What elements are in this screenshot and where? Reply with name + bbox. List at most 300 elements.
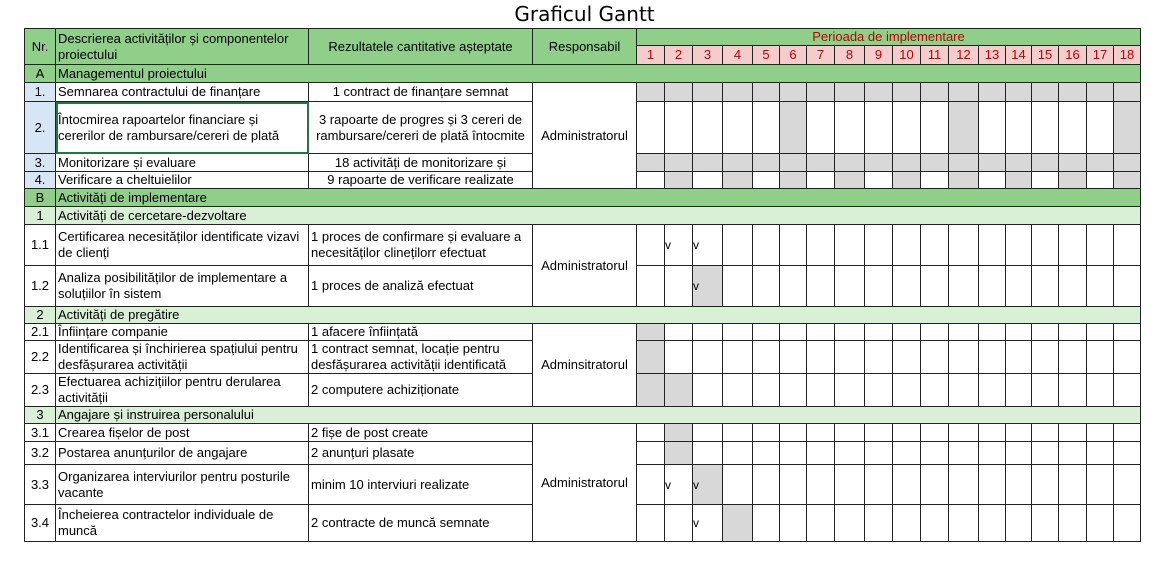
task-description[interactable]: Semnarea contractului de finanțare <box>56 83 309 102</box>
gantt-cell-month-12[interactable] <box>949 465 979 505</box>
task-result[interactable]: 3 rapoarte de progres și 3 cereri de rambursare/cereri de plată întocmite <box>309 102 533 154</box>
gantt-cell-month-18[interactable] <box>1114 266 1141 307</box>
task-description[interactable]: Efectuarea achizițiilor pentru derularea activității <box>56 374 309 407</box>
task-row <box>25 324 1141 341</box>
gantt-cell-month-4[interactable] <box>723 102 753 154</box>
gantt-cell-month-11[interactable] <box>921 465 949 505</box>
task-number: 2.1 <box>25 324 56 341</box>
gantt-cell-month-7[interactable] <box>807 83 835 102</box>
gantt-cell-month-15[interactable] <box>1032 374 1059 407</box>
task-result[interactable]: 1 contract de finanțare semnat <box>309 83 533 102</box>
gantt-cell-month-7[interactable] <box>807 225 835 266</box>
gantt-cell-month-15[interactable] <box>1032 341 1059 374</box>
task-description[interactable]: Organizarea interviurilor pentru posturile vacante <box>56 465 309 505</box>
gantt-cell-month-4[interactable] <box>723 266 753 307</box>
gantt-cell-month-15[interactable] <box>1032 442 1059 465</box>
gantt-cell-month-14[interactable] <box>1006 154 1032 172</box>
gantt-cell-month-18[interactable] <box>1114 154 1141 172</box>
task-number: 3.1 <box>25 424 56 442</box>
gantt-cell-month-6[interactable] <box>780 83 807 102</box>
gantt-cell-month-1[interactable] <box>637 424 665 442</box>
gantt-cell-month-18[interactable] <box>1114 505 1141 542</box>
gantt-cell-month-4[interactable] <box>723 505 753 542</box>
gantt-cell-month-10[interactable] <box>893 83 921 102</box>
section-number: 3 <box>25 407 56 424</box>
task-number: 3. <box>25 154 56 172</box>
gantt-cell-month-3[interactable] <box>693 324 723 341</box>
gantt-cell-month-6[interactable] <box>780 341 807 374</box>
gantt-cell-month-16[interactable] <box>1059 324 1087 341</box>
gantt-cell-month-18[interactable] <box>1114 424 1141 442</box>
gantt-cell-month-15[interactable] <box>1032 102 1059 154</box>
gantt-cell-month-11[interactable] <box>921 225 949 266</box>
gantt-cell-month-5[interactable] <box>753 83 780 102</box>
gantt-cell-month-2[interactable] <box>665 442 693 465</box>
header-results: Rezultatele cantitative așteptate <box>309 29 533 65</box>
gantt-cell-month-10[interactable] <box>893 442 921 465</box>
gantt-cell-month-6[interactable] <box>780 505 807 542</box>
gantt-cell-month-17[interactable] <box>1087 341 1114 374</box>
gantt-cell-month-11[interactable] <box>921 102 949 154</box>
gantt-cell-month-12[interactable] <box>949 83 979 102</box>
gantt-cell-month-16[interactable] <box>1059 374 1087 407</box>
gantt-cell-month-1[interactable] <box>637 465 665 505</box>
month-header: 18 <box>1114 46 1141 65</box>
gantt-cell-month-10[interactable] <box>893 424 921 442</box>
gantt-cell-month-10[interactable] <box>893 154 921 172</box>
gantt-cell-month-1[interactable] <box>637 442 665 465</box>
gantt-cell-month-1[interactable] <box>637 172 665 189</box>
gantt-cell-month-10[interactable] <box>893 266 921 307</box>
gantt-cell-month-9[interactable] <box>865 225 893 266</box>
section-number: 2 <box>25 307 56 324</box>
gantt-cell-month-6[interactable] <box>780 225 807 266</box>
gantt-cell-month-17[interactable] <box>1087 266 1114 307</box>
page-title: Graficul Gantt <box>514 2 655 26</box>
gantt-cell-month-18[interactable] <box>1114 442 1141 465</box>
month-header: 12 <box>949 46 979 65</box>
responsible-cell[interactable]: Administratorul <box>533 225 637 307</box>
gantt-cell-month-3[interactable] <box>693 374 723 407</box>
gantt-cell-month-13[interactable] <box>979 424 1006 442</box>
gantt-cell-month-15[interactable] <box>1032 225 1059 266</box>
gantt-cell-month-1[interactable] <box>637 341 665 374</box>
gantt-cell-month-3[interactable] <box>693 172 723 189</box>
gantt-cell-month-2[interactable]: v <box>665 225 693 266</box>
gantt-cell-month-16[interactable] <box>1059 465 1087 505</box>
month-header: 13 <box>979 46 1006 65</box>
gantt-cell-month-5[interactable] <box>753 102 780 154</box>
task-description[interactable]: Identificarea și închirierea spațiului pentru desfășurarea activității <box>56 341 309 374</box>
header-responsible: Responsabil <box>533 29 637 65</box>
responsible-cell[interactable]: Adminsitratorul <box>533 324 637 407</box>
gantt-cell-month-12[interactable] <box>949 154 979 172</box>
gantt-cell-month-16[interactable] <box>1059 266 1087 307</box>
gantt-cell-month-17[interactable] <box>1087 424 1114 442</box>
gantt-cell-month-17[interactable] <box>1087 324 1114 341</box>
gantt-cell-month-6[interactable] <box>780 324 807 341</box>
gantt-cell-month-8[interactable] <box>835 225 865 266</box>
gantt-cell-month-7[interactable] <box>807 374 835 407</box>
gantt-cell-month-17[interactable] <box>1087 172 1114 189</box>
gantt-cell-month-17[interactable] <box>1087 102 1114 154</box>
section-number: A <box>25 65 56 83</box>
gantt-cell-month-3[interactable]: v <box>693 465 723 505</box>
gantt-cell-month-1[interactable] <box>637 266 665 307</box>
gantt-cell-month-7[interactable] <box>807 465 835 505</box>
month-header: 5 <box>753 46 780 65</box>
gantt-cell-month-5[interactable] <box>753 465 780 505</box>
gantt-cell-month-4[interactable] <box>723 424 753 442</box>
gantt-cell-month-15[interactable] <box>1032 324 1059 341</box>
gantt-cell-month-12[interactable] <box>949 374 979 407</box>
gantt-cell-month-3[interactable]: v <box>693 266 723 307</box>
gantt-cell-month-7[interactable] <box>807 505 835 542</box>
gantt-cell-month-17[interactable] <box>1087 83 1114 102</box>
gantt-cell-month-17[interactable] <box>1087 374 1114 407</box>
gantt-cell-month-14[interactable] <box>1006 102 1032 154</box>
subsection-row <box>25 407 1141 424</box>
task-result[interactable]: 2 anunțuri plasate <box>309 442 533 465</box>
gantt-cell-month-5[interactable] <box>753 154 780 172</box>
task-result[interactable]: 18 activități de monitorizare și <box>309 154 533 172</box>
gantt-cell-month-1[interactable] <box>637 374 665 407</box>
task-description[interactable]: Încheierea contractelor individuale de muncă <box>56 505 309 542</box>
gantt-cell-month-12[interactable] <box>949 324 979 341</box>
gantt-cell-month-8[interactable] <box>835 102 865 154</box>
gantt-cell-month-16[interactable] <box>1059 505 1087 542</box>
task-description[interactable]: Analiza posibilităților de implementare a soluțiilor în sistem <box>56 266 309 307</box>
gantt-cell-month-1[interactable] <box>637 505 665 542</box>
gantt-cell-month-2[interactable]: v <box>665 465 693 505</box>
gantt-cell-month-13[interactable] <box>979 154 1006 172</box>
gantt-cell-month-12[interactable] <box>949 442 979 465</box>
gantt-cell-month-6[interactable] <box>780 442 807 465</box>
gantt-cell-month-15[interactable] <box>1032 154 1059 172</box>
gantt-cell-month-13[interactable] <box>979 505 1006 542</box>
gantt-cell-month-2[interactable] <box>665 102 693 154</box>
task-description[interactable]: Certificarea necesităților identificate vizavi de clienți <box>56 225 309 266</box>
gantt-cell-month-12[interactable] <box>949 172 979 189</box>
gantt-cell-month-11[interactable] <box>921 442 949 465</box>
gantt-cell-month-9[interactable] <box>865 341 893 374</box>
task-description[interactable]: Monitorizare și evaluare <box>56 154 309 172</box>
gantt-cell-month-9[interactable] <box>865 505 893 542</box>
gantt-cell-month-6[interactable] <box>780 374 807 407</box>
task-result[interactable]: 1 proces de confirmare și evaluare a necesităților clinețilorr efectuat <box>309 225 533 266</box>
gantt-cell-month-10[interactable] <box>893 172 921 189</box>
gantt-cell-month-12[interactable] <box>949 102 979 154</box>
gantt-cell-month-18[interactable] <box>1114 374 1141 407</box>
gantt-cell-month-9[interactable] <box>865 324 893 341</box>
gantt-cell-month-14[interactable] <box>1006 442 1032 465</box>
gantt-cell-month-7[interactable] <box>807 154 835 172</box>
task-result[interactable]: 1 afacere înființată <box>309 324 533 341</box>
gantt-cell-month-8[interactable] <box>835 172 865 189</box>
task-description[interactable]: Postarea anunțurilor de angajare <box>56 442 309 465</box>
task-description[interactable]: Întocmirea rapoartelor financiare și cererilor de rambursare/cereri de plată <box>56 102 309 154</box>
gantt-cell-month-16[interactable] <box>1059 225 1087 266</box>
gantt-cell-month-10[interactable] <box>893 505 921 542</box>
gantt-cell-month-9[interactable] <box>865 465 893 505</box>
gantt-cell-month-8[interactable] <box>835 341 865 374</box>
gantt-cell-month-5[interactable] <box>753 225 780 266</box>
task-description[interactable]: Crearea fișelor de post <box>56 424 309 442</box>
gantt-cell-month-5[interactable] <box>753 505 780 542</box>
gantt-cell-month-2[interactable] <box>665 154 693 172</box>
gantt-cell-month-18[interactable] <box>1114 102 1141 154</box>
gantt-cell-month-9[interactable] <box>865 102 893 154</box>
gantt-cell-month-12[interactable] <box>949 341 979 374</box>
task-result[interactable]: 2 computere achiziționate <box>309 374 533 407</box>
month-header: 9 <box>865 46 893 65</box>
gantt-cell-month-16[interactable] <box>1059 172 1087 189</box>
gantt-cell-month-14[interactable] <box>1006 341 1032 374</box>
gantt-cell-month-11[interactable] <box>921 266 949 307</box>
gantt-cell-month-8[interactable] <box>835 266 865 307</box>
gantt-cell-month-13[interactable] <box>979 324 1006 341</box>
gantt-cell-month-13[interactable] <box>979 172 1006 189</box>
gantt-cell-month-9[interactable] <box>865 172 893 189</box>
gantt-cell-month-16[interactable] <box>1059 442 1087 465</box>
gantt-cell-month-11[interactable] <box>921 424 949 442</box>
gantt-cell-month-10[interactable] <box>893 225 921 266</box>
gantt-cell-month-8[interactable] <box>835 374 865 407</box>
gantt-cell-month-1[interactable] <box>637 102 665 154</box>
gantt-cell-month-18[interactable] <box>1114 225 1141 266</box>
gantt-cell-month-17[interactable] <box>1087 465 1114 505</box>
gantt-cell-month-2[interactable] <box>665 374 693 407</box>
gantt-cell-month-2[interactable] <box>665 83 693 102</box>
gantt-cell-month-16[interactable] <box>1059 154 1087 172</box>
gantt-cell-month-8[interactable] <box>835 154 865 172</box>
gantt-cell-month-9[interactable] <box>865 83 893 102</box>
task-result[interactable]: 2 fișe de post create <box>309 424 533 442</box>
gantt-cell-month-5[interactable] <box>753 442 780 465</box>
gantt-cell-month-4[interactable] <box>723 374 753 407</box>
gantt-table <box>24 28 1141 542</box>
task-number: 3.3 <box>25 465 56 505</box>
gantt-cell-month-13[interactable] <box>979 341 1006 374</box>
task-description[interactable]: Verificare a cheltuielilor <box>56 172 309 189</box>
gantt-cell-month-12[interactable] <box>949 424 979 442</box>
gantt-cell-month-1[interactable] <box>637 83 665 102</box>
gantt-cell-month-4[interactable] <box>723 83 753 102</box>
gantt-cell-month-17[interactable] <box>1087 225 1114 266</box>
gantt-cell-month-8[interactable] <box>835 83 865 102</box>
gantt-cell-month-11[interactable] <box>921 341 949 374</box>
gantt-cell-month-5[interactable] <box>753 324 780 341</box>
gantt-cell-month-4[interactable] <box>723 465 753 505</box>
gantt-cell-month-12[interactable] <box>949 225 979 266</box>
gantt-cell-month-4[interactable] <box>723 154 753 172</box>
gantt-cell-month-2[interactable] <box>665 424 693 442</box>
gantt-cell-month-14[interactable] <box>1006 424 1032 442</box>
task-result[interactable]: 1 contract semnat, locație pentru desfășurarea activității identificată <box>309 341 533 374</box>
gantt-cell-month-1[interactable] <box>637 225 665 266</box>
gantt-cell-month-13[interactable] <box>979 374 1006 407</box>
gantt-cell-month-10[interactable] <box>893 374 921 407</box>
gantt-cell-month-5[interactable] <box>753 424 780 442</box>
gantt-cell-month-10[interactable] <box>893 324 921 341</box>
gantt-cell-month-7[interactable] <box>807 102 835 154</box>
gantt-cell-month-16[interactable] <box>1059 102 1087 154</box>
gantt-cell-month-6[interactable] <box>780 154 807 172</box>
task-number: 1.2 <box>25 266 56 307</box>
gantt-cell-month-4[interactable] <box>723 172 753 189</box>
gantt-cell-month-17[interactable] <box>1087 442 1114 465</box>
month-header: 15 <box>1032 46 1059 65</box>
gantt-cell-month-13[interactable] <box>979 266 1006 307</box>
gantt-cell-month-16[interactable] <box>1059 341 1087 374</box>
gantt-cell-month-11[interactable] <box>921 83 949 102</box>
month-header: 7 <box>807 46 835 65</box>
gantt-cell-month-17[interactable] <box>1087 505 1114 542</box>
gantt-cell-month-16[interactable] <box>1059 83 1087 102</box>
gantt-cell-month-18[interactable] <box>1114 341 1141 374</box>
gantt-cell-month-4[interactable] <box>723 225 753 266</box>
gantt-cell-month-7[interactable] <box>807 424 835 442</box>
gantt-cell-month-12[interactable] <box>949 505 979 542</box>
gantt-cell-month-2[interactable] <box>665 266 693 307</box>
gantt-cell-month-16[interactable] <box>1059 424 1087 442</box>
gantt-cell-month-2[interactable] <box>665 324 693 341</box>
gantt-cell-month-11[interactable] <box>921 154 949 172</box>
task-number: 2. <box>25 102 56 154</box>
gantt-cell-month-13[interactable] <box>979 442 1006 465</box>
gantt-cell-month-15[interactable] <box>1032 172 1059 189</box>
gantt-cell-month-10[interactable] <box>893 102 921 154</box>
month-header: 10 <box>893 46 921 65</box>
gantt-cell-month-5[interactable] <box>753 341 780 374</box>
gantt-cell-month-8[interactable] <box>835 324 865 341</box>
gantt-cell-month-9[interactable] <box>865 374 893 407</box>
gantt-cell-month-4[interactable] <box>723 442 753 465</box>
gantt-cell-month-8[interactable] <box>835 505 865 542</box>
gantt-cell-month-1[interactable] <box>637 154 665 172</box>
task-result[interactable]: 2 contracte de muncă semnate <box>309 505 533 542</box>
gantt-cell-month-14[interactable] <box>1006 172 1032 189</box>
section-title: Angajare și instruirea personalului <box>56 407 1141 424</box>
gantt-cell-month-4[interactable] <box>723 324 753 341</box>
gantt-cell-month-14[interactable] <box>1006 266 1032 307</box>
gantt-cell-month-7[interactable] <box>807 341 835 374</box>
gantt-cell-month-18[interactable] <box>1114 465 1141 505</box>
gantt-cell-month-14[interactable] <box>1006 505 1032 542</box>
task-number: 2.2 <box>25 341 56 374</box>
task-result[interactable]: minim 10 interviuri realizate <box>309 465 533 505</box>
task-description[interactable]: Înființare companie <box>56 324 309 341</box>
gantt-cell-month-3[interactable] <box>693 102 723 154</box>
gantt-cell-month-14[interactable] <box>1006 374 1032 407</box>
gantt-cell-month-13[interactable] <box>979 465 1006 505</box>
section-title: Activități de cercetare-dezvoltare <box>56 207 1141 225</box>
gantt-cell-month-3[interactable] <box>693 424 723 442</box>
gantt-cell-month-3[interactable]: v <box>693 225 723 266</box>
gantt-cell-month-3[interactable] <box>693 154 723 172</box>
gantt-cell-month-8[interactable] <box>835 424 865 442</box>
gantt-cell-month-13[interactable] <box>979 102 1006 154</box>
gantt-cell-month-14[interactable] <box>1006 83 1032 102</box>
gantt-cell-month-9[interactable] <box>865 154 893 172</box>
gantt-cell-month-17[interactable] <box>1087 154 1114 172</box>
gantt-cell-month-2[interactable] <box>665 505 693 542</box>
gantt-cell-month-9[interactable] <box>865 424 893 442</box>
gantt-cell-month-7[interactable] <box>807 324 835 341</box>
gantt-cell-month-3[interactable] <box>693 83 723 102</box>
gantt-cell-month-8[interactable] <box>835 442 865 465</box>
gantt-cell-month-6[interactable] <box>780 172 807 189</box>
gantt-cell-month-1[interactable] <box>637 324 665 341</box>
gantt-cell-month-15[interactable] <box>1032 83 1059 102</box>
gantt-cell-month-3[interactable] <box>693 442 723 465</box>
task-number: 1.1 <box>25 225 56 266</box>
gantt-cell-month-6[interactable] <box>780 266 807 307</box>
task-result[interactable]: 9 rapoarte de verificare realizate <box>309 172 533 189</box>
gantt-cell-month-2[interactable] <box>665 172 693 189</box>
gantt-cell-month-2[interactable] <box>665 341 693 374</box>
gantt-cell-month-7[interactable] <box>807 266 835 307</box>
gantt-cell-month-14[interactable] <box>1006 465 1032 505</box>
gantt-cell-month-9[interactable] <box>865 266 893 307</box>
section-title: Activități de pregătire <box>56 307 1141 324</box>
gantt-cell-month-3[interactable] <box>693 341 723 374</box>
gantt-cell-month-13[interactable] <box>979 83 1006 102</box>
gantt-cell-month-5[interactable] <box>753 266 780 307</box>
gantt-cell-month-9[interactable] <box>865 442 893 465</box>
month-header: 2 <box>665 46 693 65</box>
gantt-cell-month-14[interactable] <box>1006 324 1032 341</box>
gantt-cell-month-14[interactable] <box>1006 225 1032 266</box>
gantt-cell-month-6[interactable] <box>780 465 807 505</box>
task-result[interactable]: 1 proces de analiză efectuat <box>309 266 533 307</box>
gantt-cell-month-8[interactable] <box>835 465 865 505</box>
month-header: 3 <box>693 46 723 65</box>
gantt-cell-month-18[interactable] <box>1114 324 1141 341</box>
section-title: Managementul proiectului <box>56 65 1141 83</box>
gantt-cell-month-6[interactable] <box>780 102 807 154</box>
month-header: 4 <box>723 46 753 65</box>
section-title: Activități de implementare <box>56 189 1141 207</box>
gantt-cell-month-10[interactable] <box>893 341 921 374</box>
gantt-cell-month-11[interactable] <box>921 374 949 407</box>
gantt-cell-month-10[interactable] <box>893 465 921 505</box>
gantt-cell-month-6[interactable] <box>780 424 807 442</box>
gantt-cell-month-18[interactable] <box>1114 172 1141 189</box>
gantt-cell-month-11[interactable] <box>921 172 949 189</box>
month-header: 8 <box>835 46 865 65</box>
gantt-cell-month-7[interactable] <box>807 172 835 189</box>
gantt-cell-month-18[interactable] <box>1114 83 1141 102</box>
section-number: 1 <box>25 207 56 225</box>
gantt-cell-month-4[interactable] <box>723 341 753 374</box>
task-number: 2.3 <box>25 374 56 407</box>
gantt-cell-month-15[interactable] <box>1032 266 1059 307</box>
gantt-cell-month-12[interactable] <box>949 266 979 307</box>
responsible-cell[interactable]: Administratorul <box>533 83 637 189</box>
gantt-cell-month-13[interactable] <box>979 225 1006 266</box>
responsible-cell[interactable]: Administratorul <box>533 424 637 542</box>
gantt-cell-month-7[interactable] <box>807 442 835 465</box>
gantt-cell-month-15[interactable] <box>1032 465 1059 505</box>
gantt-cell-month-5[interactable] <box>753 172 780 189</box>
gantt-cell-month-15[interactable] <box>1032 424 1059 442</box>
gantt-cell-month-11[interactable] <box>921 505 949 542</box>
gantt-cell-month-15[interactable] <box>1032 505 1059 542</box>
gantt-cell-month-5[interactable] <box>753 374 780 407</box>
gantt-cell-month-3[interactable]: v <box>693 505 723 542</box>
gantt-cell-month-11[interactable] <box>921 324 949 341</box>
